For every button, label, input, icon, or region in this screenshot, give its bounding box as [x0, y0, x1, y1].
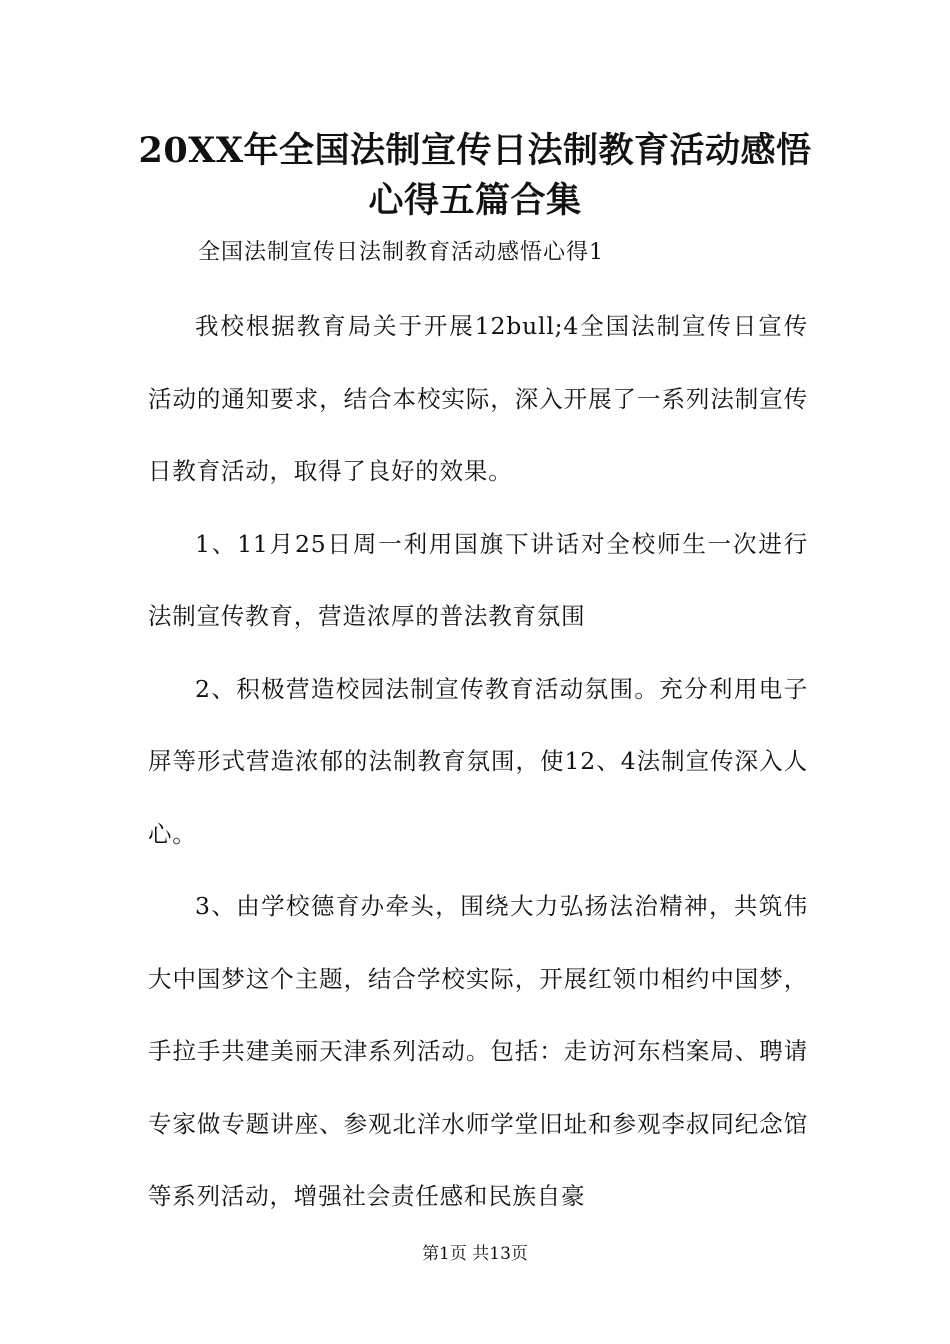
section-heading: 全国法制宣传日法制教育活动感悟心得1	[198, 240, 604, 265]
paragraph: 2、积极营造校园法制宣传教育活动氛围。充分利用电子屏等形式营造浓郁的法制教育氛围，使12、4法制宣传深入人心。	[148, 674, 808, 848]
title-line-1: 20XX年全国法制宣传日法制教育活动感悟	[138, 130, 812, 171]
paragraph: 3、由学校德育办牵头，围绕大力弘扬法治精神，共筑伟大中国梦这个主题，结合学校实际，开展红领巾相约中国梦，手拉手共建美丽天津系列活动。包括：走访河东档案局、聘请专家做专题讲座、参观北洋水师学堂旧址和参观李叔同纪念馆等系列活动，增强社会责任感和民族自豪	[148, 892, 808, 1210]
title-line-2: 心得五篇合集	[368, 180, 582, 221]
body-text	[148, 290, 808, 1233]
document-title	[120, 126, 830, 226]
paragraph: 我校根据教育局关于开展12bull;4全国法制宣传日宣传活动的通知要求，结合本校实际，深入开展了一系列法制宣传日教育活动，取得了良好的效果。	[148, 312, 808, 485]
page-footer: 第1页 共13页	[422, 1244, 528, 1264]
paragraph: 1、11月25日周一利用国旗下讲话对全校师生一次进行法制宣传教育，营造浓厚的普法教育氛围	[148, 529, 808, 630]
